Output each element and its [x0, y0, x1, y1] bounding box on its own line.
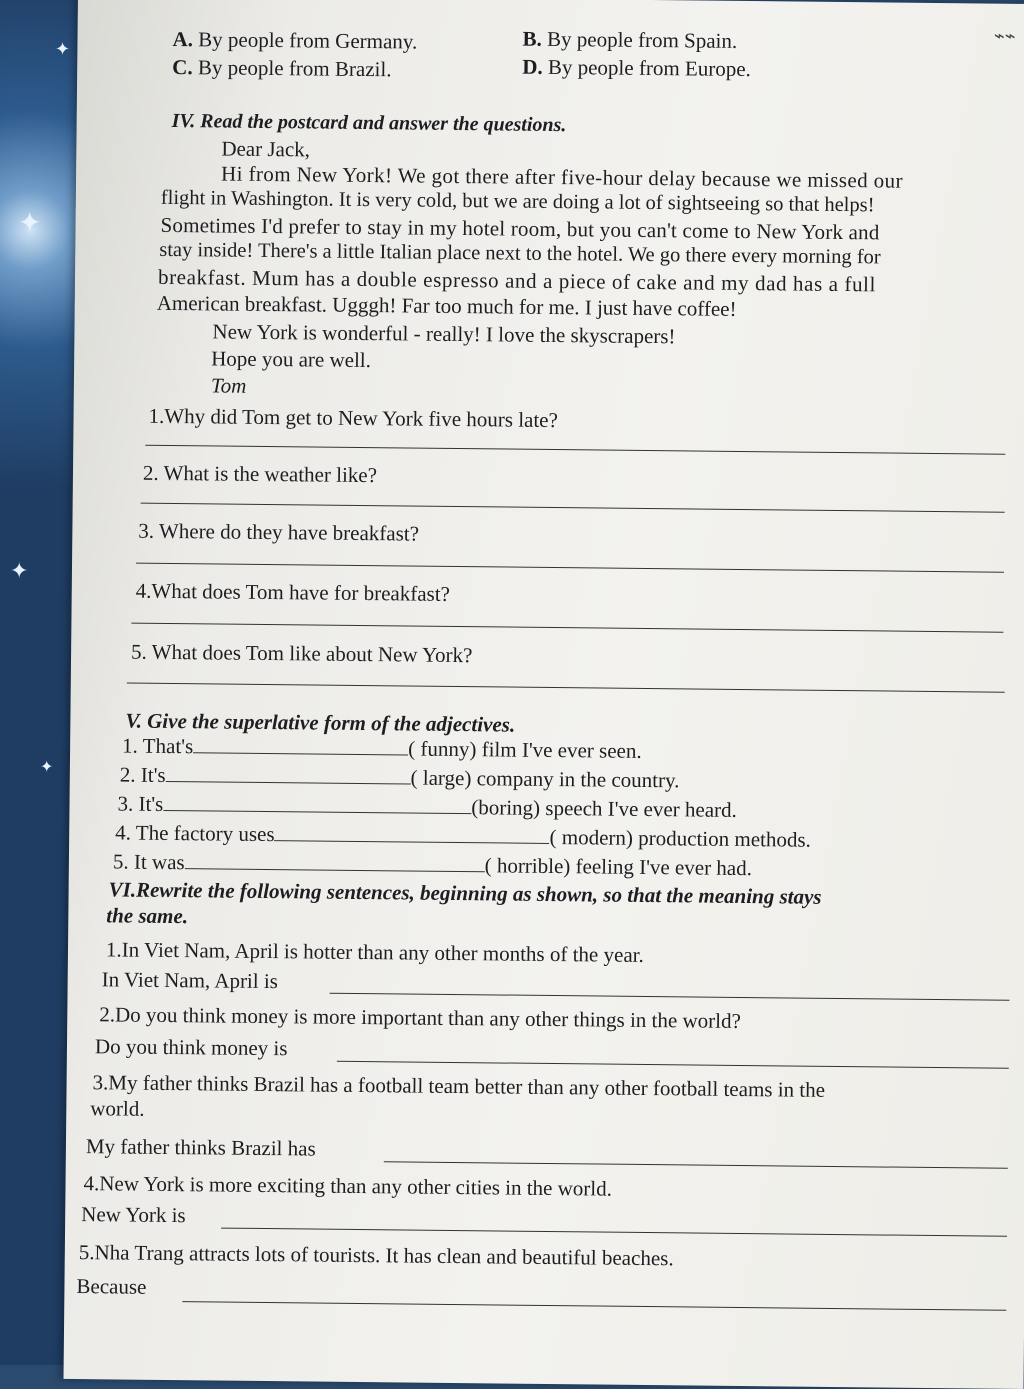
section-6-title-cont: the same.: [106, 903, 189, 929]
postcard-line: stay inside! There's a little Italian place next to the hotel. We go there every morning for: [159, 238, 881, 269]
option-a: A. By people from Germany.: [172, 26, 418, 54]
rewrite-sentence-4: 4.New York is more exciting than any other cities in the world.: [83, 1171, 613, 1201]
option-d: D. By people from Europe.: [522, 54, 752, 82]
superlative-blank-5[interactable]: [185, 868, 485, 872]
superlative-item-1: 1. That's ( funny) film I've ever seen.: [122, 733, 642, 763]
answer-line-3[interactable]: [136, 563, 1004, 573]
rewrite-answer-line-4[interactable]: [221, 1228, 1007, 1237]
rewrite-start-1: In Viet Nam, April is: [101, 967, 279, 994]
postcard-line: flight in Washington. It is very cold, but we are doing a lot of sightseeing so that helps!: [160, 186, 875, 217]
superlative-item-2: 2. It's ( large) company in the country.: [119, 762, 680, 793]
postcard-line: American breakfast. Ugggh! Far too much for me. I just have coffee!: [156, 290, 737, 321]
rewrite-start-5: Because: [76, 1274, 147, 1299]
postcard-line: New York is wonderful - really! I love the skyscrapers!: [212, 319, 676, 349]
rewrite-sentence-1: 1.In Viet Nam, April is hotter than any other months of the year.: [105, 937, 644, 967]
superlative-blank-1[interactable]: [193, 752, 408, 755]
rewrite-start-2: Do you think money is: [94, 1034, 288, 1061]
worksheet-page: [63, 0, 1024, 1389]
rewrite-sentence-3-cont: world.: [90, 1096, 145, 1121]
section-5-title: V. Give the superlative form of the adjectives.: [125, 708, 516, 737]
answer-line-2[interactable]: [141, 503, 1005, 513]
rewrite-answer-line-1[interactable]: [330, 993, 1010, 1001]
star-decoration-icon: ✦: [55, 39, 71, 59]
postcard-line: breakfast. Mum has a double espresso and a piece of cake and my dad has a full: [157, 264, 877, 297]
postcard-line: Hi from New York! We got there after five-hour delay because we missed our: [221, 161, 904, 193]
star-decoration-icon: ✦: [18, 208, 42, 239]
rewrite-answer-line-2[interactable]: [337, 1061, 1009, 1069]
question-4: 4.What does Tom have for breakfast?: [135, 578, 451, 606]
superlative-blank-2[interactable]: [166, 781, 411, 785]
option-b: B. By people from Spain.: [522, 26, 738, 53]
superlative-item-5: 5. It was ( horrible) feeling I've ever had.: [112, 849, 753, 881]
rewrite-sentence-2: 2.Do you think money is more important than any other things in the world?: [99, 1002, 741, 1033]
star-decoration-icon: ✦: [10, 558, 29, 583]
question-5: 5. What does Tom like about New York?: [130, 639, 473, 668]
superlative-blank-4[interactable]: [275, 840, 550, 844]
rewrite-start-4: New York is: [81, 1202, 186, 1228]
rewrite-start-3: My father thinks Brazil has: [85, 1134, 316, 1161]
rewrite-answer-line-5[interactable]: [182, 1301, 1006, 1311]
option-c: C. By people from Brazil.: [172, 54, 392, 82]
superlative-item-3: 3. It's (boring) speech I've ever heard.: [117, 791, 737, 822]
superlative-item-4: 4. The factory uses ( modern) production methods.: [115, 820, 811, 852]
section-6-title: VI.Rewrite the following sentences, beginning as shown, so that the meaning stays: [108, 877, 822, 909]
section-4-title: IV. Read the postcard and answer the questions.: [171, 109, 567, 137]
answer-line-5[interactable]: [127, 683, 1005, 693]
postcard-line: Hope you are well.: [211, 346, 372, 373]
pencil-mark-icon: ⌁⌁: [993, 25, 1016, 46]
question-1: 1.Why did Tom get to New York five hours late?: [148, 403, 559, 433]
rewrite-sentence-5: 5.Nha Trang attracts lots of tourists. It has clean and beautiful beaches.: [78, 1240, 674, 1271]
postcard-signature: Tom: [210, 373, 247, 398]
rewrite-sentence-3: 3.My father thinks Brazil has a football team better than any other football teams in the: [92, 1070, 826, 1102]
question-3: 3. Where do they have breakfast?: [138, 518, 420, 546]
superlative-blank-3[interactable]: [163, 810, 471, 814]
star-decoration-icon: ✦: [40, 759, 54, 776]
postcard-line: Sometimes I'd prefer to stay in my hotel room, but you can't come to New York and: [160, 212, 880, 245]
postcard-greeting: Dear Jack,: [221, 136, 311, 162]
answer-line-1[interactable]: [145, 445, 1005, 455]
question-2: 2. What is the weather like?: [142, 460, 378, 488]
answer-line-4[interactable]: [131, 623, 1003, 633]
rewrite-answer-line-3[interactable]: [384, 1161, 1008, 1169]
